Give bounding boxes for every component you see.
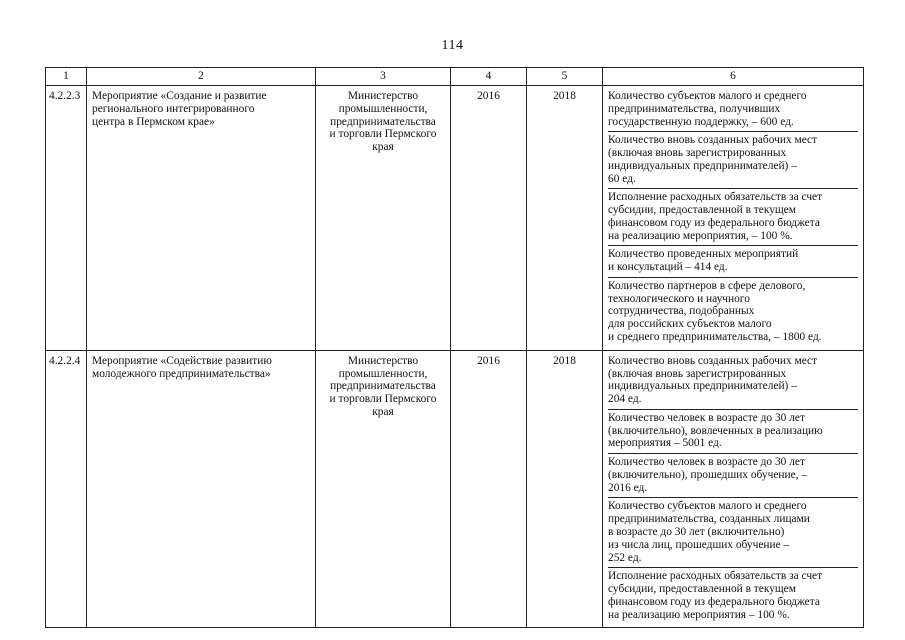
activity-name [87,86,316,351]
indicator-line: Исполнение расходных обязательств за счет [608,570,823,583]
indicator-line: предпринимательства, получивших [608,102,781,115]
indicator-item [608,131,858,188]
indicator-line: Количество субъектов малого и среднего [608,90,807,102]
indicator-item [608,188,858,245]
indicator-item [608,355,858,409]
column-header: 3 [316,68,451,86]
indicator-item [608,90,858,131]
indicator-line: субсидии, предоставленной в текущем [608,583,796,596]
indicator-line: субсидии, предоставленной в текущем [608,204,796,217]
indicator-line: в возрасте до 30 лет (включительно) [608,525,785,538]
indicator-line: Количество субъектов малого и среднего [608,500,807,513]
activity-indicators [603,350,864,628]
indicator-line: из числа лиц, прошедших обучение – [608,538,790,551]
indicator-item [608,567,858,624]
column-header: 1 [46,68,87,86]
activity-name-line: регионального интегрированного [92,102,255,115]
executor-line: края [372,141,394,154]
executor-line: предпринимательства [330,380,436,393]
activity-name-line: Мероприятие «Создание и развитие [92,90,267,102]
table-row [46,350,864,628]
activity-name-line: центра в Пермском крае» [92,115,215,128]
page-number: 114 [441,38,464,53]
activity-executor [316,350,451,628]
indicator-line: Количество вновь созданных рабочих мест [608,134,818,147]
indicator-line: Количество проведенных мероприятий [608,248,799,261]
column-header: 2 [87,68,316,86]
indicator-line: Количество человек в возрасте до 30 лет [608,456,805,469]
executor-line: и торговли Пермского [329,128,437,141]
executor-line: Министерство [347,354,419,367]
indicator-item [608,497,858,567]
indicator-line: Количество человек в возрасте до 30 лет [608,411,805,424]
executor-line: и торговли Пермского [329,393,437,406]
end-year: 2018 [527,86,603,351]
executor-line: промышленности, [338,367,428,380]
executor-line: предпринимательства [330,115,436,128]
column-header: 4 [451,68,527,86]
indicator-line: 252 ед. [608,551,642,564]
activity-executor [316,86,451,351]
activity-name [87,350,316,628]
indicator-line: и консультаций – 414 ед. [608,261,728,274]
column-header: 6 [603,68,864,86]
indicator-line: 60 ед. [608,172,636,185]
indicator-line: технологического и научного [608,292,750,305]
indicator-line: сотрудничества, подобранных [608,305,755,318]
indicator-line: государственную поддержку, – 600 ед. [608,115,794,128]
start-year: 2016 [451,86,527,351]
activity-name-line: Мероприятие «Содействие развитию [92,354,272,367]
indicator-item [608,453,858,497]
indicator-line: 2016 ед. [608,481,648,494]
activity-code: 4.2.2.4 [46,350,87,628]
start-year: 2016 [451,350,527,628]
activity-indicators [603,86,864,351]
table-header-row [46,68,864,86]
activity-name-line: молодежного предпринимательства» [92,367,271,380]
indicator-line: (включая вновь зарегистрированных [608,147,787,160]
indicator-line: индивидуальных предпринимателей) – [608,159,797,172]
indicator-line: мероприятия – 5001 ед. [608,437,722,450]
indicator-line: (включая вновь зарегистрированных [608,367,787,380]
indicator-line: финансовом году из федерального бюджета [608,216,820,229]
indicator-line: предпринимательства, созданных лицами [608,513,810,526]
indicator-item [608,409,858,453]
indicator-line: (включительно), прошедших обучение, – [608,468,808,481]
indicator-line: Количество партнеров в сфере делового, [608,279,806,292]
table-row [46,86,864,351]
activities-table [45,67,864,628]
indicator-item [608,245,858,277]
executor-line: края [372,405,394,418]
executor-line: Министерство [347,90,419,102]
column-header: 5 [527,68,603,86]
indicator-line: и среднего предпринимательства, – 1800 ед. [608,331,822,344]
indicator-line: для российских субъектов малого [608,318,772,331]
executor-line: промышленности, [338,102,428,115]
indicator-line: финансовом году из федерального бюджета [608,595,820,608]
indicator-line: на реализацию мероприятия, – 100 %. [608,229,793,242]
indicator-line: Исполнение расходных обязательств за счет [608,191,823,204]
indicator-line: индивидуальных предпринимателей) – [608,380,797,393]
indicator-line: на реализацию мероприятия – 100 %. [608,608,790,621]
indicator-line: (включительно), вовлеченных в реализацию [608,424,823,437]
end-year: 2018 [527,350,603,628]
indicator-item [608,277,858,347]
activity-code: 4.2.2.3 [46,86,87,351]
indicator-line: Количество вновь созданных рабочих мест [608,354,818,367]
indicator-line: 204 ед. [608,393,642,406]
